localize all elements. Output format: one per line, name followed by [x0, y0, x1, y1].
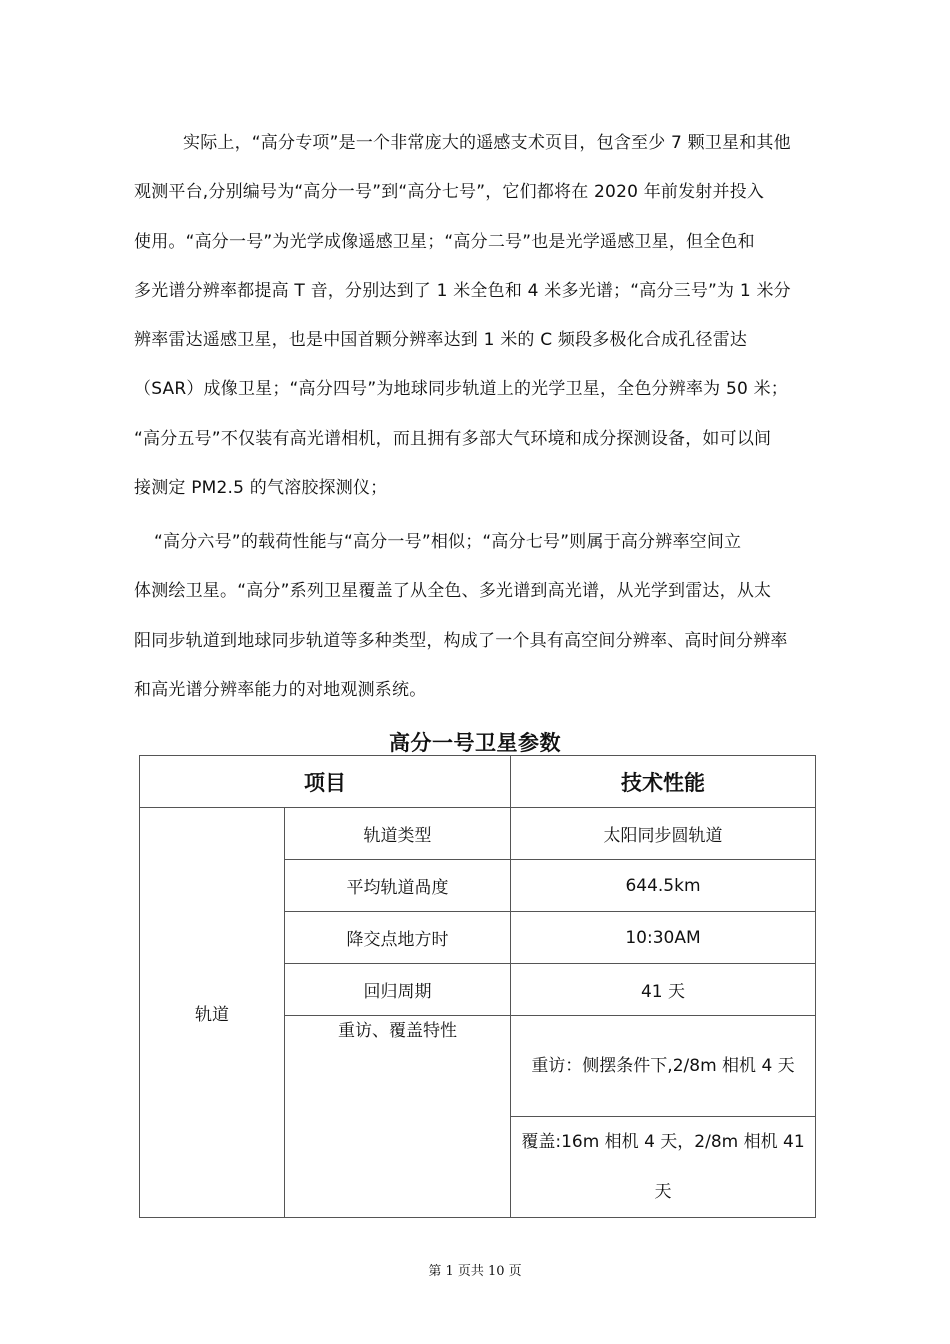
page-footer: 第 1 页共 10 页 [428, 1264, 522, 1279]
value-cell: 太阳同步圆轨道 [511, 808, 816, 860]
header-performance: 技术性能 [511, 756, 816, 808]
text-line: 和高光谱分辨率能力的对地观测系统。 [134, 679, 427, 700]
table-header-row [140, 756, 816, 808]
text-line: “高分六号”的载荷性能与“高分一号”相似；“高分七号”则属于高分辨率空间立 [154, 532, 742, 552]
param-cell: 重访、覆盖特性 [285, 1016, 511, 1218]
text-line: 观测平台,分别编号为“高分一号”到“高分七号”，它们都将在 2020 年前发射并投入 [134, 182, 765, 203]
param-cell: 降交点地方时 [285, 912, 511, 964]
text-line: 使用。“高分一号”为光学成像遥感卫星；“高分二号”也是光学遥感卫星，但全色和 [134, 231, 755, 252]
value-cell: 644.5km [511, 860, 816, 912]
value-cell: 41 天 [511, 964, 816, 1016]
value-cell: 10:30AM [511, 912, 816, 964]
text-line: 实际上，“高分专项”是一个非常庞大的遥感支术页目，包含至少 7 颗卫星和其他 [183, 133, 791, 153]
table-row [140, 808, 816, 860]
text-line: 体测绘卫星。“高分”系列卫星覆盖了从全色、多光谱到高光谱，从光学到雷达，从太 [134, 581, 772, 602]
param-cell: 轨道类型 [285, 808, 511, 860]
text-line: 阳同步轨道到地球同步轨道等多种类型，构成了一个具有高空间分辨率、高时间分辨率 [134, 630, 788, 651]
text-line: 接测定 PM2.5 的气溶胶探测仪； [134, 478, 388, 499]
paragraph-1 [134, 119, 824, 513]
text-line: “高分五号”不仅装有高光谱相机，而且拥有多部大气环境和成分探测设备，如可以间 [134, 428, 772, 449]
text-line: 多光谱分辨率都提高 T 音，分别达到了 1 米全色和 4 米多光谱；“高分三号”为 1 米分 [134, 280, 791, 301]
coverage-value-cell: 覆盖:16m 相机 4 天，2/8m 相机 41 天 [511, 1117, 816, 1218]
group-label-orbit: 轨道 [140, 808, 285, 1218]
param-cell: 平均轨道咼度 [285, 860, 511, 912]
header-item: 项目 [140, 756, 511, 808]
text-line: （SAR）成像卫星；“高分四号”为地球同步轨道上的光学卫星，全色分辨率为 50 米； [134, 379, 788, 400]
text-line: 辨率雷达遥感卫星，也是中国首颗分辨率达到 1 米的 C 频段多极化合成孔径雷达 [134, 330, 748, 351]
table-title: 高分一号卫星参数 [389, 730, 561, 755]
satellite-parameters-table [139, 755, 816, 1218]
paragraph-2 [134, 518, 824, 715]
param-cell: 回归周期 [285, 964, 511, 1016]
revisit-value-cell: 重访：侧摆条件下,2/8m 相机 4 天 [511, 1016, 816, 1117]
